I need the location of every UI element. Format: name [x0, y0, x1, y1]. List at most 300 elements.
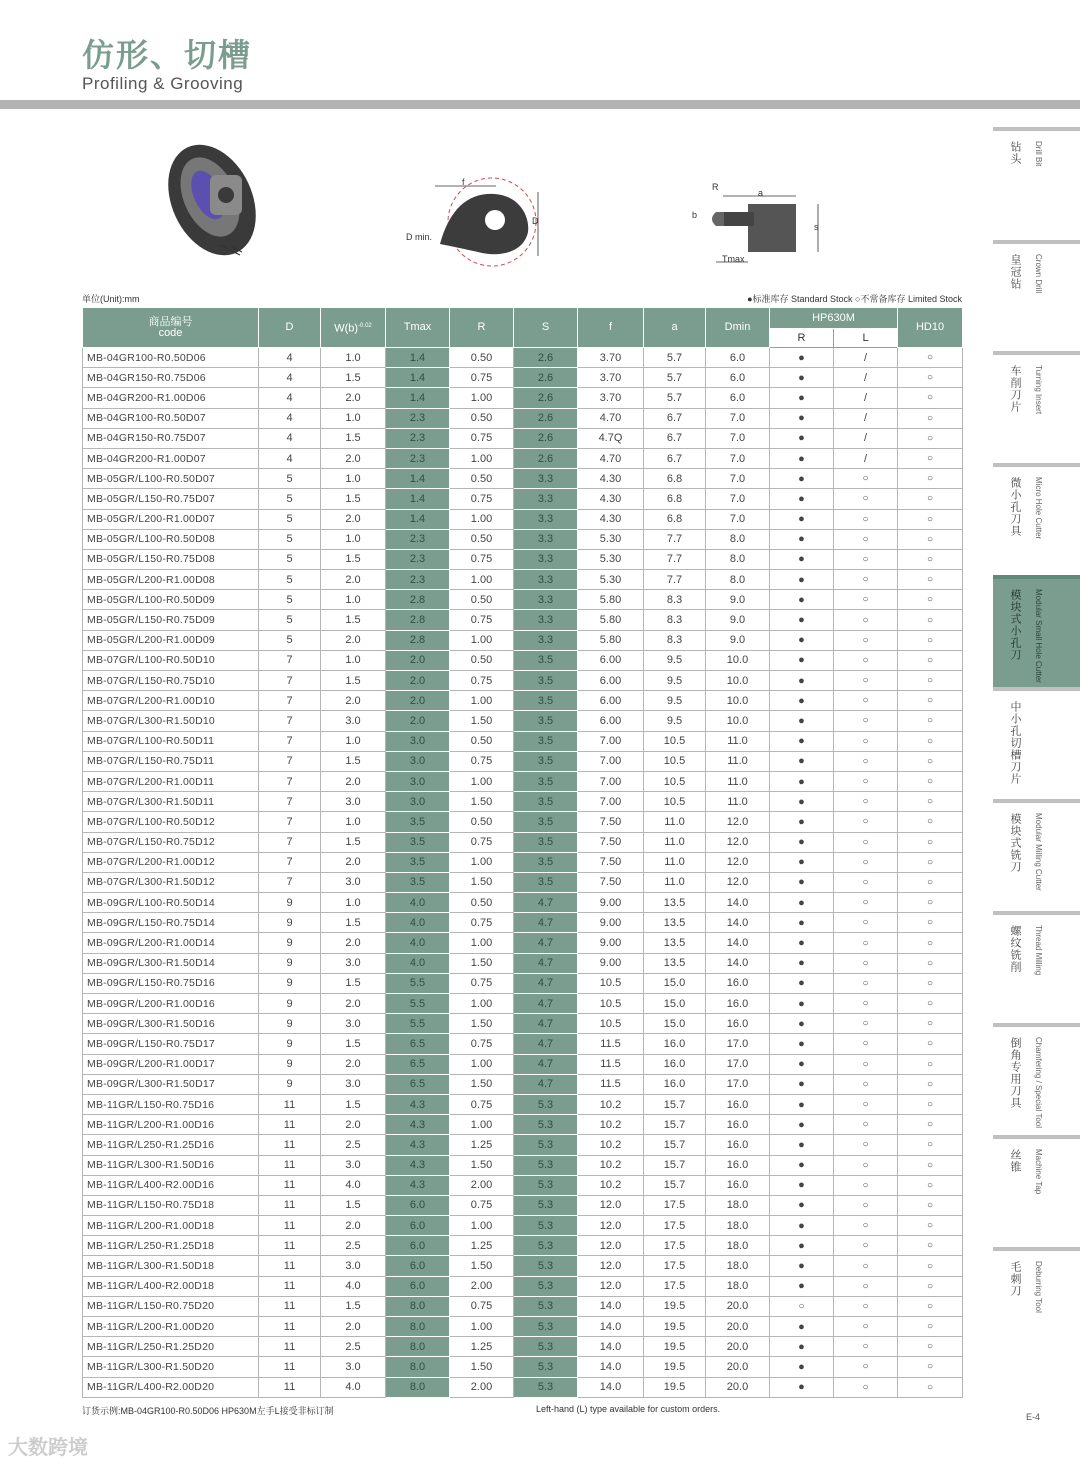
- table-cell: ○: [898, 933, 963, 953]
- table-row: [83, 973, 963, 993]
- table-cell: ○: [834, 1054, 898, 1074]
- table-cell: ●: [770, 671, 834, 691]
- side-tab-9[interactable]: [993, 1023, 1080, 1139]
- table-cell: ●: [770, 852, 834, 872]
- col-grade-hp630m: HP630M: [770, 308, 898, 329]
- product-code-cell: MB-07GR/L300-R1.50D12: [83, 872, 259, 892]
- table-cell: ●: [770, 832, 834, 852]
- table-cell: ○: [834, 1094, 898, 1114]
- table-cell: 9: [259, 913, 321, 933]
- table-cell: ○: [898, 751, 963, 771]
- table-cell: 2.0: [386, 650, 450, 670]
- table-cell: 11.0: [706, 792, 770, 812]
- table-cell: 7.0: [706, 509, 770, 529]
- table-cell: 8.3: [644, 630, 706, 650]
- table-cell: 3.5: [514, 852, 578, 872]
- product-code-cell: MB-11GR/L200-R1.00D16: [83, 1115, 259, 1135]
- table-row: [83, 1135, 963, 1155]
- table-cell: ●: [770, 973, 834, 993]
- table-row: [83, 792, 963, 812]
- table-cell: 7: [259, 650, 321, 670]
- table-cell: 1.50: [450, 953, 514, 973]
- table-row: [83, 448, 963, 468]
- table-cell: 1.00: [450, 570, 514, 590]
- table-cell: 0.75: [450, 832, 514, 852]
- table-row: [83, 549, 963, 569]
- side-tab-label-zh: 模块式小孔刀: [1009, 589, 1021, 661]
- table-cell: 10.0: [706, 711, 770, 731]
- table-cell: 2.3: [386, 428, 450, 448]
- table-cell: 16.0: [706, 973, 770, 993]
- table-cell: ●: [770, 1337, 834, 1357]
- table-cell: 5.7: [644, 388, 706, 408]
- table-cell: ○: [834, 570, 898, 590]
- table-cell: 7.00: [578, 751, 644, 771]
- table-cell: 12.0: [706, 832, 770, 852]
- table-cell: ●: [770, 953, 834, 973]
- product-code-cell: MB-07GR/L200-R1.00D10: [83, 691, 259, 711]
- table-cell: 15.0: [644, 994, 706, 1014]
- page-title-en: Profiling & Grooving: [82, 74, 244, 93]
- table-cell: 4.7: [514, 1054, 578, 1074]
- table-cell: ○: [898, 509, 963, 529]
- side-tab-label-en: Chamfering / Special Tool: [1034, 1037, 1043, 1129]
- table-row: [83, 1014, 963, 1034]
- table-cell: 9: [259, 1074, 321, 1094]
- table-cell: ○: [834, 529, 898, 549]
- table-cell: 3.3: [514, 610, 578, 630]
- table-cell: 15.7: [644, 1115, 706, 1135]
- table-cell: ○: [898, 913, 963, 933]
- product-code-cell: MB-07GR/L100-R0.50D12: [83, 812, 259, 832]
- side-tab-8[interactable]: [993, 911, 1080, 1027]
- table-row: [83, 1094, 963, 1114]
- table-cell: 2.8: [386, 590, 450, 610]
- table-cell: 14.0: [706, 893, 770, 913]
- table-cell: 1.0: [321, 529, 386, 549]
- table-cell: 17.0: [706, 1074, 770, 1094]
- table-cell: 7: [259, 872, 321, 892]
- table-cell: 2.0: [321, 1317, 386, 1337]
- table-cell: ●: [770, 1357, 834, 1377]
- table-row: [83, 893, 963, 913]
- table-cell: 0.75: [450, 973, 514, 993]
- table-cell: 2.6: [514, 428, 578, 448]
- table-cell: ○: [898, 388, 963, 408]
- side-tab-3[interactable]: [993, 351, 1080, 467]
- table-cell: 9: [259, 1034, 321, 1054]
- table-cell: 1.50: [450, 711, 514, 731]
- side-tab-11[interactable]: [993, 1247, 1080, 1363]
- table-cell: 3.0: [321, 1014, 386, 1034]
- table-cell: 17.0: [706, 1054, 770, 1074]
- product-code-cell: MB-05GR/L200-R1.00D09: [83, 630, 259, 650]
- table-cell: 10.5: [578, 1014, 644, 1034]
- table-cell: 9.5: [644, 671, 706, 691]
- table-cell: 1.5: [321, 549, 386, 569]
- table-cell: 3.3: [514, 549, 578, 569]
- product-code-cell: MB-07GR/L150-R0.75D10: [83, 671, 259, 691]
- table-cell: 5.3: [514, 1094, 578, 1114]
- table-cell: 1.00: [450, 1216, 514, 1236]
- table-cell: 9.00: [578, 913, 644, 933]
- table-cell: 1.4: [386, 469, 450, 489]
- table-cell: 1.50: [450, 1357, 514, 1377]
- table-row: [83, 933, 963, 953]
- product-code-cell: MB-11GR/L200-R1.00D20: [83, 1317, 259, 1337]
- table-cell: ●: [770, 428, 834, 448]
- diagram-label-R: R: [712, 182, 719, 192]
- table-cell: 7.0: [706, 469, 770, 489]
- table-cell: 2.8: [386, 630, 450, 650]
- table-cell: ●: [770, 650, 834, 670]
- table-cell: 10.5: [644, 771, 706, 791]
- product-code-cell: MB-05GR/L200-R1.00D08: [83, 570, 259, 590]
- product-code-cell: MB-07GR/L300-R1.50D10: [83, 711, 259, 731]
- product-code-cell: MB-04GR100-R0.50D06: [83, 348, 259, 368]
- table-cell: ●: [770, 731, 834, 751]
- side-tab-7[interactable]: [993, 799, 1080, 915]
- table-cell: 17.0: [706, 1034, 770, 1054]
- table-cell: 1.5: [321, 832, 386, 852]
- table-cell: 4.0: [321, 1377, 386, 1397]
- product-code-cell: MB-11GR/L250-R1.25D20: [83, 1337, 259, 1357]
- table-cell: ○: [898, 731, 963, 751]
- table-cell: 3.5: [386, 832, 450, 852]
- side-tab-6[interactable]: [993, 687, 1080, 803]
- table-cell: 5.80: [578, 630, 644, 650]
- table-cell: 5.3: [514, 1337, 578, 1357]
- table-cell: 6.0: [386, 1276, 450, 1296]
- table-cell: ○: [898, 469, 963, 489]
- table-cell: 12.0: [578, 1236, 644, 1256]
- table-cell: ○: [834, 852, 898, 872]
- table-cell: 11: [259, 1135, 321, 1155]
- table-cell: 1.5: [321, 913, 386, 933]
- table-row: [83, 1054, 963, 1074]
- table-cell: 14.0: [578, 1337, 644, 1357]
- table-row: [83, 590, 963, 610]
- product-code-cell: MB-09GR/L200-R1.00D17: [83, 1054, 259, 1074]
- table-cell: 13.5: [644, 913, 706, 933]
- product-code-cell: MB-05GR/L150-R0.75D09: [83, 610, 259, 630]
- table-row: [83, 731, 963, 751]
- table-cell: 0.50: [450, 590, 514, 610]
- product-code-cell: MB-07GR/L100-R0.50D10: [83, 650, 259, 670]
- table-cell: 3.5: [514, 711, 578, 731]
- side-tab-label-zh: 车削刀片: [1009, 365, 1021, 413]
- table-cell: ○: [898, 1195, 963, 1215]
- table-cell: ●: [770, 1175, 834, 1195]
- table-cell: ○: [834, 731, 898, 751]
- table-cell: ○: [898, 1337, 963, 1357]
- table-cell: 11.5: [578, 1054, 644, 1074]
- table-cell: ○: [898, 1175, 963, 1195]
- table-cell: ○: [898, 1135, 963, 1155]
- table-cell: 1.00: [450, 852, 514, 872]
- side-tab-label-en: Deburring Tool: [1034, 1261, 1043, 1313]
- table-cell: ●: [770, 1236, 834, 1256]
- stock-legend: ●标准库存 Standard Stock ○不常备库存 Limited Stock: [747, 294, 962, 304]
- table-cell: ○: [834, 1195, 898, 1215]
- table-cell: 2.0: [321, 852, 386, 872]
- table-cell: 9: [259, 953, 321, 973]
- table-row: [83, 953, 963, 973]
- table-cell: ○: [834, 1377, 898, 1397]
- table-cell: 9: [259, 933, 321, 953]
- table-row: [83, 1377, 963, 1397]
- table-cell: 2.3: [386, 408, 450, 428]
- col-Wb: $W(b)^{-0.02}$: [321, 308, 386, 348]
- table-cell: 7.7: [644, 549, 706, 569]
- table-cell: 0.75: [450, 610, 514, 630]
- table-row: [83, 1256, 963, 1276]
- table-row: [83, 368, 963, 388]
- table-cell: 1.0: [321, 469, 386, 489]
- table-cell: 18.0: [706, 1195, 770, 1215]
- side-tab-label-en: Crown Drill: [1034, 254, 1043, 294]
- table-cell: 5.80: [578, 610, 644, 630]
- table-cell: ●: [770, 1014, 834, 1034]
- table-cell: ○: [834, 549, 898, 569]
- table-cell: 3.5: [514, 650, 578, 670]
- table-cell: 15.7: [644, 1155, 706, 1175]
- table-cell: 1.0: [321, 650, 386, 670]
- table-cell: 6.0: [706, 368, 770, 388]
- table-cell: ○: [898, 408, 963, 428]
- table-cell: ●: [770, 1094, 834, 1114]
- table-cell: ○: [834, 671, 898, 691]
- table-cell: ○: [834, 1296, 898, 1316]
- table-cell: 0.75: [450, 1034, 514, 1054]
- table-cell: ○: [834, 691, 898, 711]
- table-cell: 6.5: [386, 1034, 450, 1054]
- product-code-cell: MB-09GR/L150-R0.75D14: [83, 913, 259, 933]
- table-cell: ●: [770, 691, 834, 711]
- table-cell: 1.25: [450, 1337, 514, 1357]
- table-cell: 2.3: [386, 549, 450, 569]
- table-cell: 3.0: [386, 731, 450, 751]
- table-cell: 20.0: [706, 1296, 770, 1316]
- table-cell: 1.00: [450, 933, 514, 953]
- table-cell: 9: [259, 1014, 321, 1034]
- table-cell: 16.0: [706, 1115, 770, 1135]
- table-cell: 6.7: [644, 408, 706, 428]
- table-cell: 4.7: [514, 1034, 578, 1054]
- table-cell: ●: [770, 812, 834, 832]
- table-cell: ●: [770, 711, 834, 731]
- table-cell: ●: [770, 1216, 834, 1236]
- table-cell: 1.00: [450, 630, 514, 650]
- table-cell: 3.0: [321, 792, 386, 812]
- table-row: [83, 1155, 963, 1175]
- table-cell: 14.0: [706, 913, 770, 933]
- table-cell: 15.0: [644, 1014, 706, 1034]
- table-cell: 16.0: [706, 1094, 770, 1114]
- table-cell: 1.00: [450, 994, 514, 1014]
- table-cell: 1.50: [450, 872, 514, 892]
- table-cell: 11.5: [578, 1034, 644, 1054]
- side-tab-label-en: Machine Tap: [1034, 1149, 1043, 1195]
- table-cell: 4.7: [514, 893, 578, 913]
- table-cell: 10.0: [706, 650, 770, 670]
- table-cell: 0.50: [450, 529, 514, 549]
- header-rule: [0, 100, 1080, 109]
- table-cell: 4.0: [321, 1276, 386, 1296]
- table-cell: 2.0: [321, 509, 386, 529]
- table-cell: ○: [898, 973, 963, 993]
- product-code-cell: MB-07GR/L200-R1.00D11: [83, 771, 259, 791]
- table-cell: 3.5: [514, 792, 578, 812]
- page-title-zh: 仿形、切槽: [82, 37, 253, 73]
- table-cell: /: [834, 408, 898, 428]
- table-cell: ○: [898, 1155, 963, 1175]
- table-cell: 4.30: [578, 469, 644, 489]
- table-row: [83, 1296, 963, 1316]
- table-cell: 8.3: [644, 610, 706, 630]
- table-cell: 5: [259, 610, 321, 630]
- table-cell: 1.5: [321, 671, 386, 691]
- table-cell: 4.30: [578, 509, 644, 529]
- side-tab-label-zh: 模块式铣刀: [1009, 813, 1021, 873]
- side-tab-label-zh: 微小孔刀具: [1009, 477, 1021, 537]
- table-cell: ○: [834, 650, 898, 670]
- col-grade-L: L: [834, 329, 898, 348]
- table-row: [83, 711, 963, 731]
- order-example: 订货示例:MB-04GR100-R0.50D06 HP630M左手L接受非标订制: [82, 1406, 334, 1416]
- table-cell: ●: [770, 388, 834, 408]
- table-row: [83, 1195, 963, 1215]
- table-cell: ●: [770, 1115, 834, 1135]
- table-cell: 8.0: [386, 1317, 450, 1337]
- product-code-cell: MB-05GR/L100-R0.50D07: [83, 469, 259, 489]
- table-cell: 0.75: [450, 489, 514, 509]
- product-code-cell: MB-09GR/L100-R0.50D14: [83, 893, 259, 913]
- table-cell: 5.3: [514, 1216, 578, 1236]
- table-cell: 1.00: [450, 509, 514, 529]
- table-row: [83, 1074, 963, 1094]
- product-code-cell: MB-04GR100-R0.50D07: [83, 408, 259, 428]
- table-cell: 19.5: [644, 1377, 706, 1397]
- table-cell: 6.0: [386, 1256, 450, 1276]
- table-cell: 5: [259, 529, 321, 549]
- table-cell: 0.75: [450, 1195, 514, 1215]
- table-cell: 3.3: [514, 570, 578, 590]
- table-cell: 4.0: [321, 1175, 386, 1195]
- diagram-label-b: b: [692, 210, 698, 220]
- table-cell: 18.0: [706, 1276, 770, 1296]
- side-tab-1[interactable]: [993, 127, 1080, 244]
- table-cell: 7.0: [706, 448, 770, 468]
- table-cell: 10.2: [578, 1094, 644, 1114]
- table-cell: ○: [834, 832, 898, 852]
- table-cell: 5.3: [514, 1115, 578, 1135]
- table-cell: 11: [259, 1175, 321, 1195]
- table-cell: 5: [259, 570, 321, 590]
- table-cell: 2.0: [321, 771, 386, 791]
- table-cell: 1.4: [386, 368, 450, 388]
- table-cell: ○: [898, 711, 963, 731]
- table-cell: 2.3: [386, 570, 450, 590]
- table-cell: 5.30: [578, 529, 644, 549]
- table-cell: 0.75: [450, 751, 514, 771]
- table-cell: ○: [898, 792, 963, 812]
- table-cell: 1.00: [450, 1115, 514, 1135]
- diagram-label-dmin: D min.: [406, 232, 433, 242]
- table-cell: ○: [898, 610, 963, 630]
- table-cell: ○: [898, 368, 963, 388]
- side-tab-4[interactable]: [993, 463, 1080, 579]
- table-cell: 3.5: [386, 812, 450, 832]
- table-cell: 8.0: [386, 1296, 450, 1316]
- side-tab-2[interactable]: [993, 240, 1080, 355]
- table-cell: 2.8: [386, 610, 450, 630]
- table-cell: 6.5: [386, 1074, 450, 1094]
- table-cell: 7.50: [578, 832, 644, 852]
- table-cell: 9.00: [578, 953, 644, 973]
- table-cell: 16.0: [706, 1175, 770, 1195]
- table-cell: 5.30: [578, 549, 644, 569]
- table-cell: ○: [898, 489, 963, 509]
- table-cell: 14.0: [578, 1317, 644, 1337]
- table-cell: /: [834, 348, 898, 368]
- table-cell: 1.5: [321, 973, 386, 993]
- table-cell: 4.7: [514, 953, 578, 973]
- table-cell: 3.5: [514, 751, 578, 771]
- table-cell: 4.0: [386, 913, 450, 933]
- table-cell: ○: [898, 994, 963, 1014]
- table-cell: 0.75: [450, 1296, 514, 1316]
- table-cell: 1.0: [321, 348, 386, 368]
- table-cell: 7.7: [644, 570, 706, 590]
- table-cell: ○: [898, 529, 963, 549]
- table-cell: ○: [834, 812, 898, 832]
- table-cell: 2.3: [386, 529, 450, 549]
- table-cell: 5: [259, 469, 321, 489]
- table-cell: 5.3: [514, 1317, 578, 1337]
- table-cell: 5.7: [644, 348, 706, 368]
- table-cell: 2.3: [386, 448, 450, 468]
- table-cell: 9: [259, 893, 321, 913]
- table-cell: ○: [898, 1074, 963, 1094]
- side-tab-10[interactable]: [993, 1135, 1080, 1251]
- table-cell: 2.0: [321, 1054, 386, 1074]
- table-cell: 1.5: [321, 1034, 386, 1054]
- table-cell: 2.5: [321, 1337, 386, 1357]
- product-code-cell: MB-04GR150-R0.75D06: [83, 368, 259, 388]
- table-row: [83, 1216, 963, 1236]
- table-cell: 8.3: [644, 590, 706, 610]
- side-tab-5[interactable]: [993, 575, 1080, 691]
- product-code-cell: MB-05GR/L100-R0.50D08: [83, 529, 259, 549]
- table-cell: 2.5: [321, 1236, 386, 1256]
- table-cell: ○: [834, 792, 898, 812]
- table-cell: 3.0: [386, 792, 450, 812]
- table-cell: ○: [898, 1236, 963, 1256]
- table-cell: 3.0: [386, 751, 450, 771]
- table-cell: 12.0: [578, 1216, 644, 1236]
- table-cell: 4.3: [386, 1115, 450, 1135]
- table-row: [83, 630, 963, 650]
- table-cell: 7.00: [578, 731, 644, 751]
- table-cell: 6.00: [578, 711, 644, 731]
- table-cell: ○: [898, 771, 963, 791]
- col-R: R: [450, 308, 514, 348]
- table-cell: 2.00: [450, 1276, 514, 1296]
- table-cell: 7.7: [644, 529, 706, 549]
- table-cell: ●: [770, 1155, 834, 1175]
- table-cell: 3.3: [514, 590, 578, 610]
